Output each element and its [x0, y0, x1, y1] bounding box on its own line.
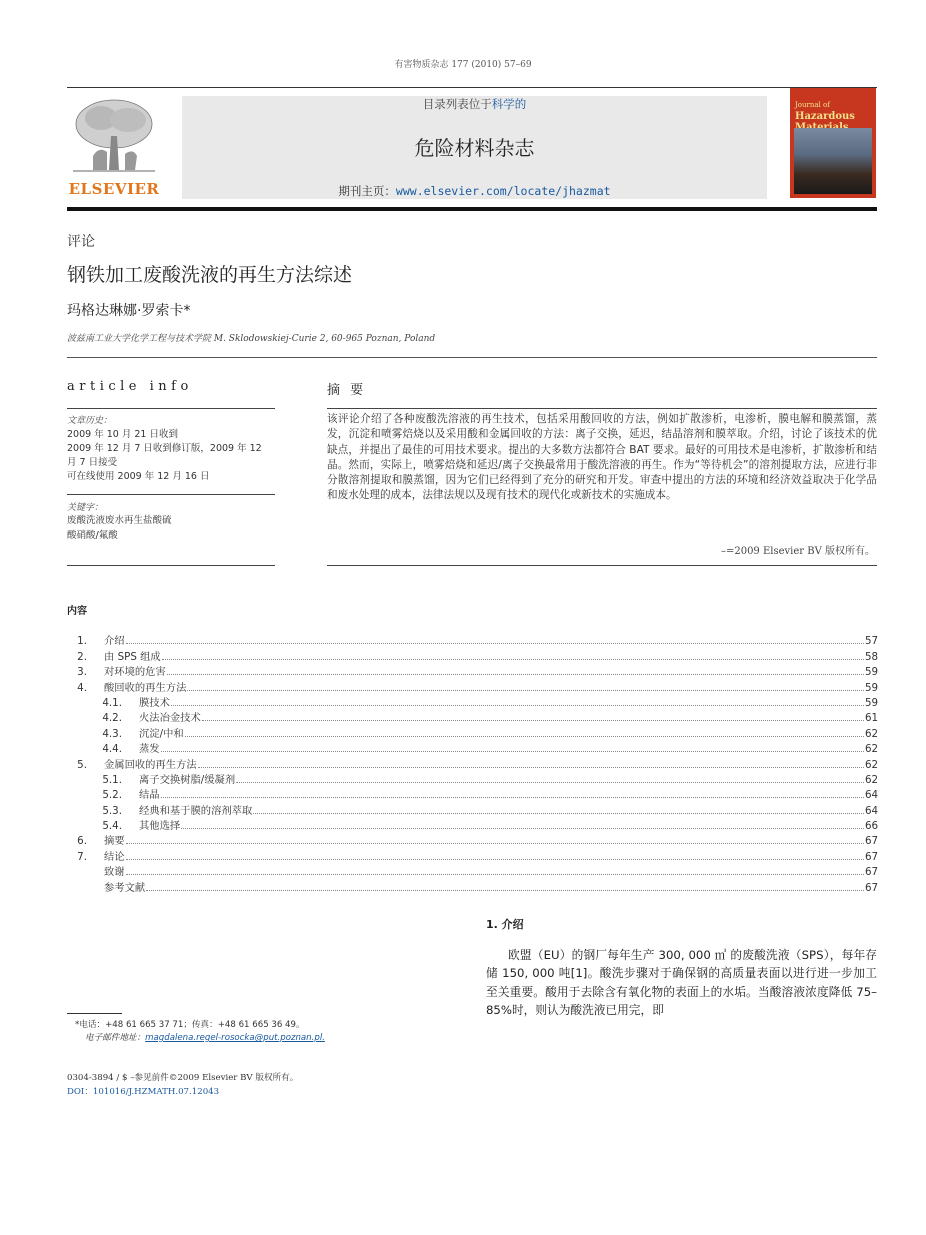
toc-leader [181, 827, 864, 829]
toc-page: 62 [865, 773, 879, 786]
cover-photo [794, 128, 872, 194]
article-info-heading: article info [67, 379, 193, 394]
toc-number: 3. [77, 666, 87, 679]
header-rule [67, 87, 877, 88]
journal-homepage [182, 183, 767, 199]
toc-title: 酸回收的再生方法 [104, 681, 187, 694]
toc-leader [126, 873, 864, 875]
toc-entry[interactable] [67, 709, 877, 724]
toc-title: 离子交换树脂/缓凝剂 [139, 773, 236, 786]
journal-banner [182, 96, 767, 199]
toc-entry[interactable] [67, 832, 877, 847]
abstract-rule-top [327, 408, 877, 409]
toc-page: 67 [865, 850, 879, 863]
toc-leader [126, 842, 864, 844]
toc-number: 5.4. [102, 820, 122, 833]
toc-number: 4.3. [102, 727, 122, 740]
toc-leader [236, 781, 864, 783]
toc-entry[interactable] [67, 786, 877, 801]
toc-page: 67 [865, 835, 879, 848]
sciencedirect-link[interactable]: 科学的 [491, 97, 527, 111]
toc-page: 66 [865, 820, 879, 833]
toc-number: 4.2. [102, 712, 122, 725]
toc-title: 摘要 [104, 835, 125, 848]
abstract-copyright: –=2009 Elsevier BV 版权所有。 [720, 546, 875, 557]
abstract-rule-bottom [327, 565, 877, 566]
toc-entry[interactable] [67, 724, 877, 739]
toc-entry[interactable] [67, 678, 877, 693]
toc-number: 5.2. [102, 789, 122, 802]
toc-note-prefix: 目录列表位于 [422, 97, 492, 111]
article-info-rule-mid [67, 494, 275, 495]
affiliation: 波兹南工业大学化学工程与技术学院 M. Sklodowskiej-Curie 2, 60-965 Poznan, Poland [67, 334, 436, 344]
toc-page: 67 [865, 881, 879, 894]
toc-entry[interactable] [67, 801, 877, 816]
history-label: 文章历史： [67, 416, 113, 426]
toc-entry[interactable] [67, 647, 877, 662]
running-head: 有害物质杂志 177 (2010) 57–69 [394, 60, 532, 70]
toc-title: 结晶 [139, 789, 160, 802]
toc-title: 结论 [104, 850, 125, 863]
history-online: 可在线使用 2009 年 12 月 16 日 [67, 471, 210, 482]
toc-page: 64 [865, 804, 879, 817]
toc-entry[interactable] [67, 632, 877, 647]
doi-link[interactable]: DOI：101016/J.HZMATH.07.12043 [67, 1087, 220, 1097]
elsevier-tree-icon [73, 96, 155, 174]
toc-page: 57 [865, 635, 879, 648]
toc-leader [161, 796, 864, 798]
abstract-text: 该评论介绍了各种废酸洗溶液的再生技术，包括采用酸回收的方法，例如扩散渗析，电渗析，膜电解和膜蒸馏，蒸发，沉淀和喷雾焙烧以及采用酸和金属回收的方法：离子交换，延迟，结晶溶剂和膜萃取。介绍，讨论了该技术的优缺点，并提出了最佳的可用技术要求。提出的大多数方法都符合 BAT 要求。最好的可用技术是电渗析，扩散渗析和结晶。然而，实际上，喷雾焙烧和延迟/离子交换最常用于酸洗溶液的再生。作为“等待机会”的溶剂提取方法，应进行非分散溶剂提取和膜蒸馏，因为它们已经得到了充分的研究和开发。审查中提出的方法的环境和经济效益取决于化学品和废水处理的成本，法律法规以及现有技术的现代化或新技术的实施成本。 [327, 413, 877, 502]
toc-page: 59 [865, 681, 879, 694]
toc-entry[interactable] [67, 755, 877, 770]
toc-leader [171, 704, 864, 706]
article-info-rule-top [67, 408, 275, 409]
toc-leader [187, 689, 864, 691]
toc-entry[interactable] [67, 663, 877, 678]
toc-title: 金属回收的再生方法 [104, 758, 197, 771]
toc-leader [167, 673, 864, 675]
toc-title: 由 SPS 组成 [104, 650, 161, 663]
journal-title: 危险材料杂志 [414, 136, 535, 160]
toc-leader [198, 766, 864, 768]
toc-entry[interactable] [67, 771, 877, 786]
homepage-label: 期刊主页： [338, 184, 396, 198]
elsevier-wordmark: ELSEVIER [68, 180, 160, 198]
toc-entry[interactable] [67, 878, 877, 893]
toc-leader [161, 750, 864, 752]
toc-entry[interactable] [67, 817, 877, 832]
email-link[interactable]: magdalena.regel-rosocka@put.poznan.pl. [145, 1033, 325, 1043]
cover-line2: Hazardous [795, 111, 855, 122]
toc-number: 4.4. [102, 743, 122, 756]
toc-entry[interactable] [67, 694, 877, 709]
toc-page: 62 [865, 758, 879, 771]
footnote-email [75, 1032, 375, 1045]
history-received: 2009 年 10 月 21 日收到 [67, 429, 178, 440]
footnote-contact: *电话：+48 61 665 37 71；传真：+48 61 665 36 49。 [75, 1020, 305, 1030]
footnote [75, 1019, 375, 1045]
toc-title: 其他选择 [139, 820, 181, 833]
toc-number: 5.1. [102, 773, 122, 786]
contents-heading: 内容 [67, 606, 87, 617]
issn-line [67, 1071, 387, 1099]
toc-note [182, 96, 767, 112]
elsevier-logo[interactable] [67, 96, 161, 202]
issn-copyright: 0304-3894 / $ –参见前件©2009 Elsevier BV 版权所有。 [67, 1073, 299, 1083]
toc-leader [202, 719, 864, 721]
section-body-text: 欧盟（EU）的钢厂每年生产 300, 000 ㎥ 的废酸洗液（SPS），每年存储 150, 000 吨[1]。酸洗步骤对于确保钢的高质量表面以进行进一步加工至关重要。酸用于去除含有氧化物的表面上的水垢。当酸溶液浓度降低 75–85%时，则认为酸洗液已用完，即 [486, 948, 877, 1018]
article-info-rule-bottom [67, 565, 275, 566]
section-heading: 1. 介绍 [486, 918, 524, 931]
toc-page: 62 [865, 743, 879, 756]
paper-title: 钢铁加工废酸洗液的再生方法综述 [67, 264, 353, 286]
homepage-url-link[interactable]: www.elsevier.com/locate/jhazmat [395, 184, 611, 198]
toc-page: 67 [865, 866, 879, 879]
toc-number: 6. [77, 835, 87, 848]
toc-leader [253, 812, 864, 814]
article-type: 评论 [67, 234, 95, 250]
toc-number: 4.1. [102, 696, 122, 709]
keyword-line: 废酸洗液废水再生盐酸硫 [67, 515, 172, 526]
toc-title: 致谢 [104, 866, 125, 879]
table-of-contents [67, 632, 877, 894]
journal-cover-image[interactable] [790, 88, 876, 198]
article-history [67, 428, 272, 484]
toc-number: 5. [77, 758, 87, 771]
toc-title: 膜技术 [139, 696, 170, 709]
toc-leader [126, 642, 864, 644]
toc-entry[interactable] [67, 847, 877, 862]
toc-page: 58 [865, 650, 879, 663]
toc-title: 火法冶金技术 [139, 712, 201, 725]
toc-page: 61 [865, 712, 879, 725]
toc-title: 蒸发 [139, 743, 160, 756]
toc-title: 沉淀/中和 [139, 727, 184, 740]
toc-title: 参考文献 [104, 881, 146, 894]
keyword-line: 酸硝酸/氟酸 [67, 529, 118, 541]
toc-page: 59 [865, 696, 879, 709]
toc-leader [126, 858, 864, 860]
author-list: 玛格达琳娜·罗索卡* [67, 303, 191, 319]
keywords-label: 关键字： [67, 503, 104, 513]
masthead-rule [67, 207, 877, 211]
history-revised: 2009 年 12 月 7 日收到修订版，2009 年 12 月 7 日接受 [67, 443, 262, 468]
toc-title: 介绍 [104, 635, 125, 648]
toc-page: 62 [865, 727, 879, 740]
toc-number: 2. [77, 650, 87, 663]
toc-page: 64 [865, 789, 879, 802]
toc-number: 5.3. [102, 804, 122, 817]
toc-leader [185, 735, 864, 737]
abstract-heading: 摘 要 [327, 383, 367, 398]
cover-line1: Journal of [795, 101, 830, 109]
toc-leader [146, 889, 864, 891]
toc-leader [162, 658, 864, 660]
toc-number: 7. [77, 850, 87, 863]
footnote-rule [67, 1013, 122, 1014]
toc-page: 59 [865, 666, 879, 679]
toc-entry[interactable] [67, 863, 877, 878]
toc-title: 对环境的危害 [104, 666, 166, 679]
toc-number: 1. [77, 635, 87, 648]
title-rule [67, 357, 877, 358]
toc-entry[interactable] [67, 740, 877, 755]
keywords [67, 514, 272, 543]
toc-title: 经典和基于膜的溶剂萃取 [139, 804, 253, 817]
email-label: 电子邮件地址： [85, 1033, 146, 1043]
toc-number: 4. [77, 681, 87, 694]
